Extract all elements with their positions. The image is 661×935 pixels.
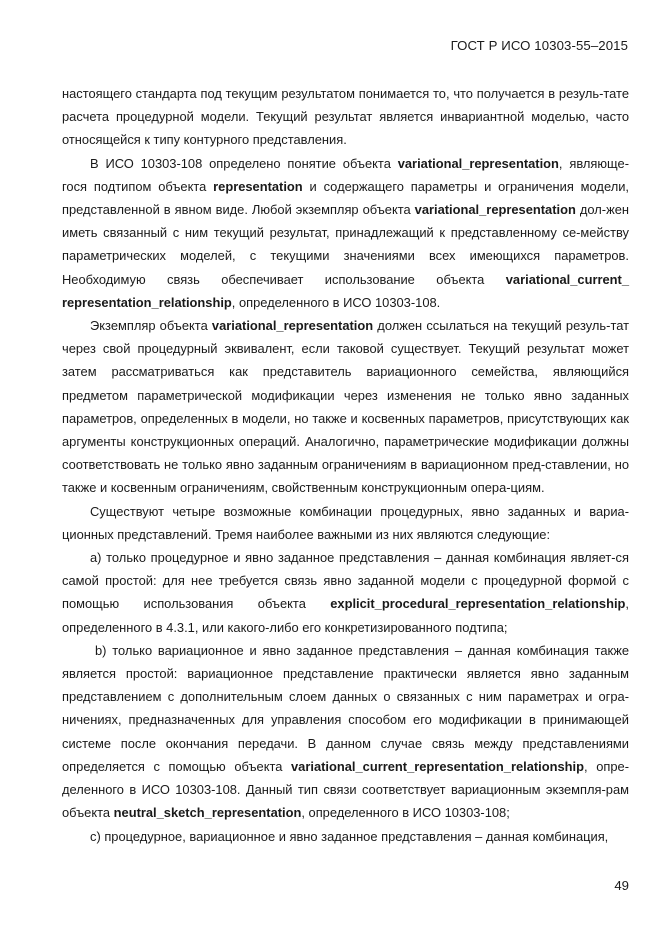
paragraph [62, 314, 629, 500]
entity-name: neutral_sketch_representation [113, 805, 302, 821]
paragraph [62, 500, 629, 546]
entity-name: variational_representation [397, 155, 559, 171]
page-number: 49 [614, 878, 629, 893]
list-item-b [62, 639, 629, 825]
entity-name: variational_current_ representation_relationship [62, 271, 629, 310]
text-run: Существуют четыре возможные комбинации процедурных, явно заданных и вариа-ционных представлений. Тремя наиболее важными из них являются следующие: [62, 503, 629, 542]
list-item-c [62, 825, 629, 848]
entity-name: representation [213, 178, 303, 194]
text-run: , определенного в 4.3.1, или какого-либо его конкретизированного подтипа; [62, 596, 629, 635]
text-run: , опре-деленного в ИСО 10303-108. Данный тип связи соответствует вариационным экземпля-рам объекта [62, 758, 629, 821]
paragraph [62, 82, 629, 152]
list-item-a [62, 546, 629, 639]
text-run: В ИСО 10303-108 определено понятие объекта [90, 155, 398, 171]
text-run: а) только процедурное и явно заданное представления – данная комбинация являет-ся самой простой: для нее требуется связь явно заданной модели с процедурной формой с помощью использования объекта [62, 550, 629, 612]
document-body [62, 82, 629, 848]
entity-name: variational_representation [414, 202, 576, 218]
text-run: настоящего стандарта под текущим результатом понимается то, что получается в резуль-тате расчета процедурной модели. Текущий результат является инвариантной моделью, часто относящейся к типу контурного представления. [62, 86, 629, 148]
standard-designation: ГОСТ Р ИСО 10303-55–2015 [450, 38, 628, 53]
paragraph [62, 152, 629, 314]
entity-name: variational_representation [211, 318, 374, 334]
text-run: Экземпляр объекта [90, 318, 212, 334]
text-run: и содержащего параметры и ограничения модели, представленной в явном виде. Любой экземпляр объекта [62, 178, 629, 218]
text-run: c) процедурное, вариационное и явно заданное представления – данная комбинация, [90, 828, 609, 844]
text-run: должен ссылаться на текущий резуль-тат через свой процедурный эквивалент, если таковой существует. Текущий результат может затем рассматриваться как представитель вариационного семейства, являющийся предметом параметрической модификации через изменения не только явно заданных параметров, определенных в модели, но также и косвенных параметров, присутствующих как аргументы конструкционных операций. Аналогично, параметрические модификации должны соответствовать не только явно заданным ограничениям в вариационном пред-ставлении, но также и косвенным ограничениям, свойственным конструкционным опера-циям. [62, 318, 629, 496]
entity-name: explicit_procedural_representation_relationship [330, 596, 626, 612]
text-run: дол-жен иметь связанный с ним текущий результат, принадлежащий к представленному се-мейству параметрических моделей, с текущими значениями всех имеющихся параметров. Необходимую связь обеспечивает использование объекта [62, 202, 629, 287]
entity-name: variational_current_representation_relationship [291, 758, 585, 774]
text-run: , являюще-гося подтипом объекта [62, 155, 629, 194]
text-run: , определенного в ИСО 10303-108. [231, 294, 441, 310]
text-run: b) только вариационное и явно заданное представления – данная комбинация также является простой: вариационное представление практически является явно заданным представлением с дополнительным слоем данных о связанных с ним параметрах и огра-ничениях, предназначенных для управления способом его модификации в принимающей системе после окончания передачи. В данном случае связь между представлениями определяется с помощью объекта [62, 642, 629, 774]
text-run: , определенного в ИСО 10303-108; [301, 805, 510, 821]
